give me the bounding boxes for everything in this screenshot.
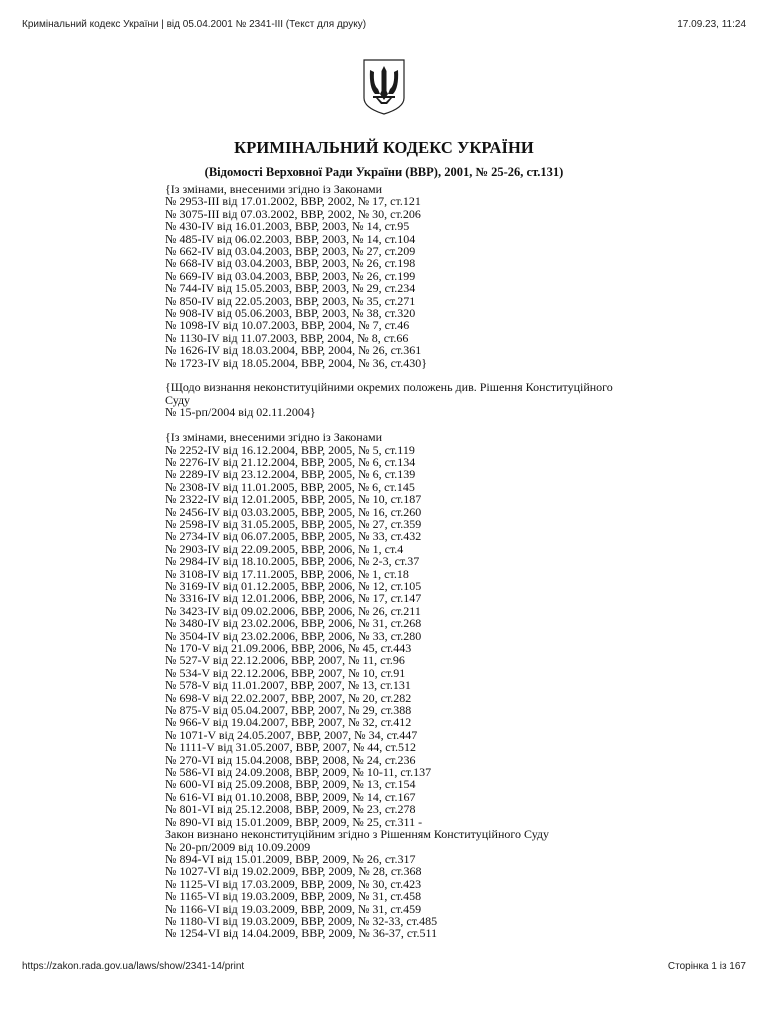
print-footer [22,961,746,972]
amendment-law-link[interactable]: № 1166-VI від 19.03.2009, ВВР, 2009, № 31, ст.459 [165,901,422,916]
amendment-law-link[interactable]: № 2276-IV від 21.12.2004, ВВР, 2005, № 6, ст.134 [165,454,416,469]
amendment-law-link[interactable]: № 850-IV від 22.05.2003, ВВР, 2003, № 35, ст.271 [165,293,416,308]
amendment-law-link[interactable]: № 3423-IV від 09.02.2006, ВВР, 2006, № 26, ст.211 [165,603,421,618]
amendment-law-link[interactable]: Закон визнано неконституційним згідно з Рішенням Конституційного Суду [165,827,550,842]
amendment-law-link[interactable]: № 744-IV від 15.05.2003, ВВР, 2003, № 29, ст.234 [165,281,416,296]
amendments-intro-1: {Із змінами, внесеними згідно із Законами [165,182,383,196]
trident-emblem-icon [361,58,407,115]
constitutional-court-note [165,381,615,418]
amendment-law-link[interactable]: № 662-IV від 03.04.2003, ВВР, 2003, № 27, ст.209 [165,244,416,259]
amendment-law-link[interactable]: № 20-рп/2009 від 10.09.2009 [165,839,311,854]
amendment-law-link[interactable]: № 2308-IV від 11.01.2005, ВВР, 2005, № 6, ст.145 [165,479,415,494]
amendment-law-link[interactable]: № 3169-IV від 01.12.2005, ВВР, 2006, № 12, ст.105 [165,578,422,593]
amendment-law-link[interactable]: № 1098-IV від 10.07.2003, ВВР, 2004, № 7, ст.46 [165,318,410,333]
amendments-list-2 [165,444,615,940]
amendment-law-link[interactable]: № 578-V від 11.01.2007, ВВР, 2007, № 13, ст.131 [165,678,411,693]
document-title: КРИМІНАЛЬНИЙ КОДЕКС УКРАЇНИ [234,138,534,157]
amendment-law-link[interactable]: № 270-VI від 15.04.2008, ВВР, 2008, № 24, ст.236 [165,752,416,767]
amendment-law-link[interactable]: № 527-V від 22.12.2006, ВВР, 2007, № 11, ст.96 [165,653,405,668]
print-header-title: Кримінальний кодекс України | від 05.04.2001 № 2341-III (Текст для друку) [22,19,367,30]
print-header [22,19,746,30]
amendment-law-link[interactable]: № 485-IV від 06.02.2003, ВВР, 2003, № 14, ст.104 [165,231,416,246]
amendment-law-link[interactable]: № 1723-IV від 18.05.2004, ВВР, 2004, № 36, ст.430} [165,355,428,370]
amendment-law-link[interactable]: № 1071-V від 24.05.2007, ВВР, 2007, № 34, ст.447 [165,727,418,742]
amendment-law-link[interactable]: № 875-V від 05.04.2007, ВВР, 2007, № 29, ст.388 [165,703,412,718]
note-line: Суду [165,392,191,407]
amendment-law-link[interactable]: № 2598-IV від 31.05.2005, ВВР, 2005, № 27, ст.359 [165,516,422,531]
amendment-law-link[interactable]: № 3108-IV від 17.11.2005, ВВР, 2006, № 1, ст.18 [165,566,409,581]
amendment-law-link[interactable]: № 890-VI від 15.01.2009, ВВР, 2009, № 25, ст.311 - [165,814,423,829]
amendments-list-1 [165,195,615,369]
amendment-law-link[interactable]: № 2289-IV від 23.12.2004, ВВР, 2005, № 6, ст.139 [165,467,416,482]
amendment-law-link[interactable]: № 2322-IV від 12.01.2005, ВВР, 2005, № 10, ст.187 [165,492,422,507]
amendment-law-link[interactable]: № 534-V від 22.12.2006, ВВР, 2007, № 10, ст.91 [165,665,406,680]
amendment-law-link[interactable]: № 668-IV від 03.04.2003, ВВР, 2003, № 26, ст.198 [165,256,416,271]
note-line: {Щодо визнання неконституційними окремих положень див. Рішення Конституційного [165,380,613,395]
amendment-law-link[interactable]: № 1125-VI від 17.03.2009, ВВР, 2009, № 30, ст.423 [165,876,422,891]
amendment-law-link[interactable]: № 801-VI від 25.12.2008, ВВР, 2009, № 23, ст.278 [165,802,416,817]
amendment-law-link[interactable]: № 616-VI від 01.10.2008, ВВР, 2009, № 14, ст.167 [165,789,416,804]
amendment-law-link[interactable]: № 1626-IV від 18.03.2004, ВВР, 2004, № 26, ст.361 [165,343,422,358]
document-body [165,183,615,940]
amendment-law-link[interactable]: № 3075-III від 07.03.2002, ВВР, 2002, № 30, ст.206 [165,206,421,221]
print-header-datetime: 17.09.23, 11:24 [677,19,746,30]
amendment-law-link[interactable]: № 3316-IV від 12.01.2006, ВВР, 2006, № 17, ст.147 [165,591,422,606]
amendment-law-link[interactable]: № 698-V від 22.02.2007, ВВР, 2007, № 20, ст.282 [165,690,412,705]
document-subtitle: (Відомості Верховної Ради України (ВВР), 2001, № 25-26, ст.131) [204,165,564,179]
amendment-law-link[interactable]: № 2456-IV від 03.03.2005, ВВР, 2005, № 16, ст.260 [165,504,422,519]
amendment-law-link[interactable]: № 2984-IV від 18.10.2005, ВВР, 2006, № 2-3, ст.37 [165,554,420,569]
amendment-law-link[interactable]: № 3504-IV від 23.02.2006, ВВР, 2006, № 33, ст.280 [165,628,422,643]
note-line-link[interactable]: № 15-рп/2004 від 02.11.2004} [165,405,316,420]
amendment-law-link[interactable]: № 3480-IV від 23.02.2006, ВВР, 2006, № 31, ст.268 [165,616,422,631]
amendment-law-link[interactable]: № 1027-VI від 19.02.2009, ВВР, 2009, № 28, ст.368 [165,864,422,879]
amendment-law-link[interactable]: № 1165-VI від 19.03.2009, ВВР, 2009, № 31, ст.458 [165,889,422,904]
amendment-law-link[interactable]: № 430-IV від 16.01.2003, ВВР, 2003, № 14, ст.95 [165,219,410,234]
amendment-law-link[interactable]: № 586-VI від 24.09.2008, ВВР, 2009, № 10-11, ст.137 [165,765,432,780]
amendment-law-link[interactable]: № 966-V від 19.04.2007, ВВР, 2007, № 32, ст.412 [165,715,412,730]
amendment-law-link[interactable]: № 2252-IV від 16.12.2004, ВВР, 2005, № 5, ст.119 [165,442,415,457]
print-footer-url[interactable]: https://zakon.rada.gov.ua/laws/show/2341-14/print [22,961,245,972]
amendment-law-link[interactable]: № 2903-IV від 22.09.2005, ВВР, 2006, № 1, ст.4 [165,541,404,556]
amendment-law-link[interactable]: № 2953-III від 17.01.2002, ВВР, 2002, № 17, ст.121 [165,194,421,209]
amendment-law-link[interactable]: № 1180-VI від 19.03.2009, ВВР, 2009, № 32-33, ст.485 [165,913,438,928]
amendment-law-link[interactable]: № 170-V від 21.09.2006, ВВР, 2006, № 45, ст.443 [165,641,412,655]
amendment-law-link[interactable]: № 894-VI від 15.01.2009, ВВР, 2009, № 26, ст.317 [165,851,416,866]
amendment-law-link[interactable]: № 908-IV від 05.06.2003, ВВР, 2003, № 38, ст.320 [165,306,416,321]
amendment-law-link[interactable]: № 1130-IV від 11.07.2003, ВВР, 2004, № 8, ст.66 [165,330,409,345]
amendment-law-link[interactable]: № 2734-IV від 06.07.2005, ВВР, 2005, № 33, ст.432 [165,529,422,544]
amendment-law-link[interactable]: № 1111-V від 31.05.2007, ВВР, 2007, № 44, ст.512 [165,740,416,755]
amendments-intro-2: {Із змінами, внесеними згідно із Законами [165,430,383,445]
amendment-law-link[interactable]: № 1254-VI від 14.04.2009, ВВР, 2009, № 36-37, ст.511 [165,926,438,941]
amendment-law-link[interactable]: № 600-VI від 25.09.2008, ВВР, 2009, № 13, ст.154 [165,777,416,792]
amendment-law-link[interactable]: № 669-IV від 03.04.2003, ВВР, 2003, № 26, ст.199 [165,268,416,283]
print-footer-page: Сторінка 1 із 167 [667,961,746,972]
